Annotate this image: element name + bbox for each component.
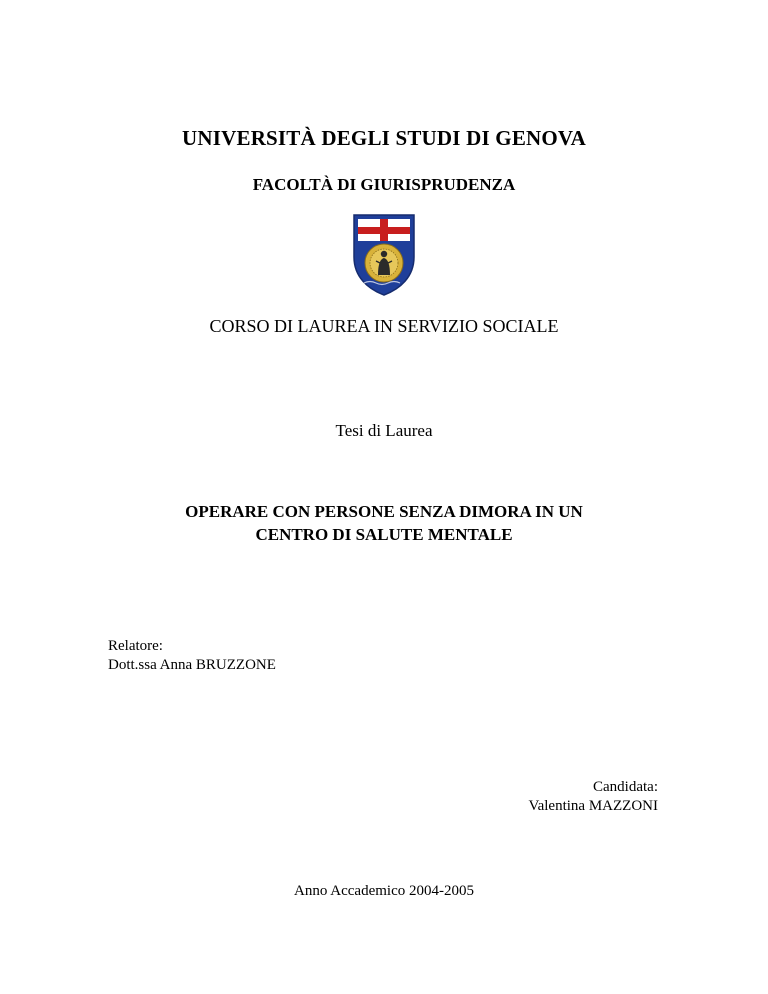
supervisor-block <box>108 637 276 675</box>
thesis-title-line-2: CENTRO DI SALUTE MENTALE <box>255 525 513 544</box>
supervisor-label: Relatore: <box>108 638 163 654</box>
university-name: UNIVERSITÀ DEGLI STUDI DI GENOVA <box>182 126 586 150</box>
candidate-name: Valentina MAZZONI <box>528 798 658 814</box>
course-name: CORSO DI LAUREA IN SERVIZIO SOCIALE <box>209 316 559 336</box>
thesis-type: Tesi di Laurea <box>335 421 433 440</box>
candidate-label: Candidata: <box>593 779 658 795</box>
faculty-name: FACOLTÀ DI GIURISPRUDENZA <box>252 175 516 194</box>
thesis-title <box>0 500 768 546</box>
thesis-title-line-1: OPERARE CON PERSONE SENZA DIMORA IN UN <box>185 502 583 521</box>
candidate-block <box>528 778 658 816</box>
supervisor-name: Dott.ssa Anna BRUZZONE <box>108 657 276 673</box>
university-crest-icon <box>350 211 418 297</box>
academic-year: Anno Accademico 2004-2005 <box>294 883 474 899</box>
